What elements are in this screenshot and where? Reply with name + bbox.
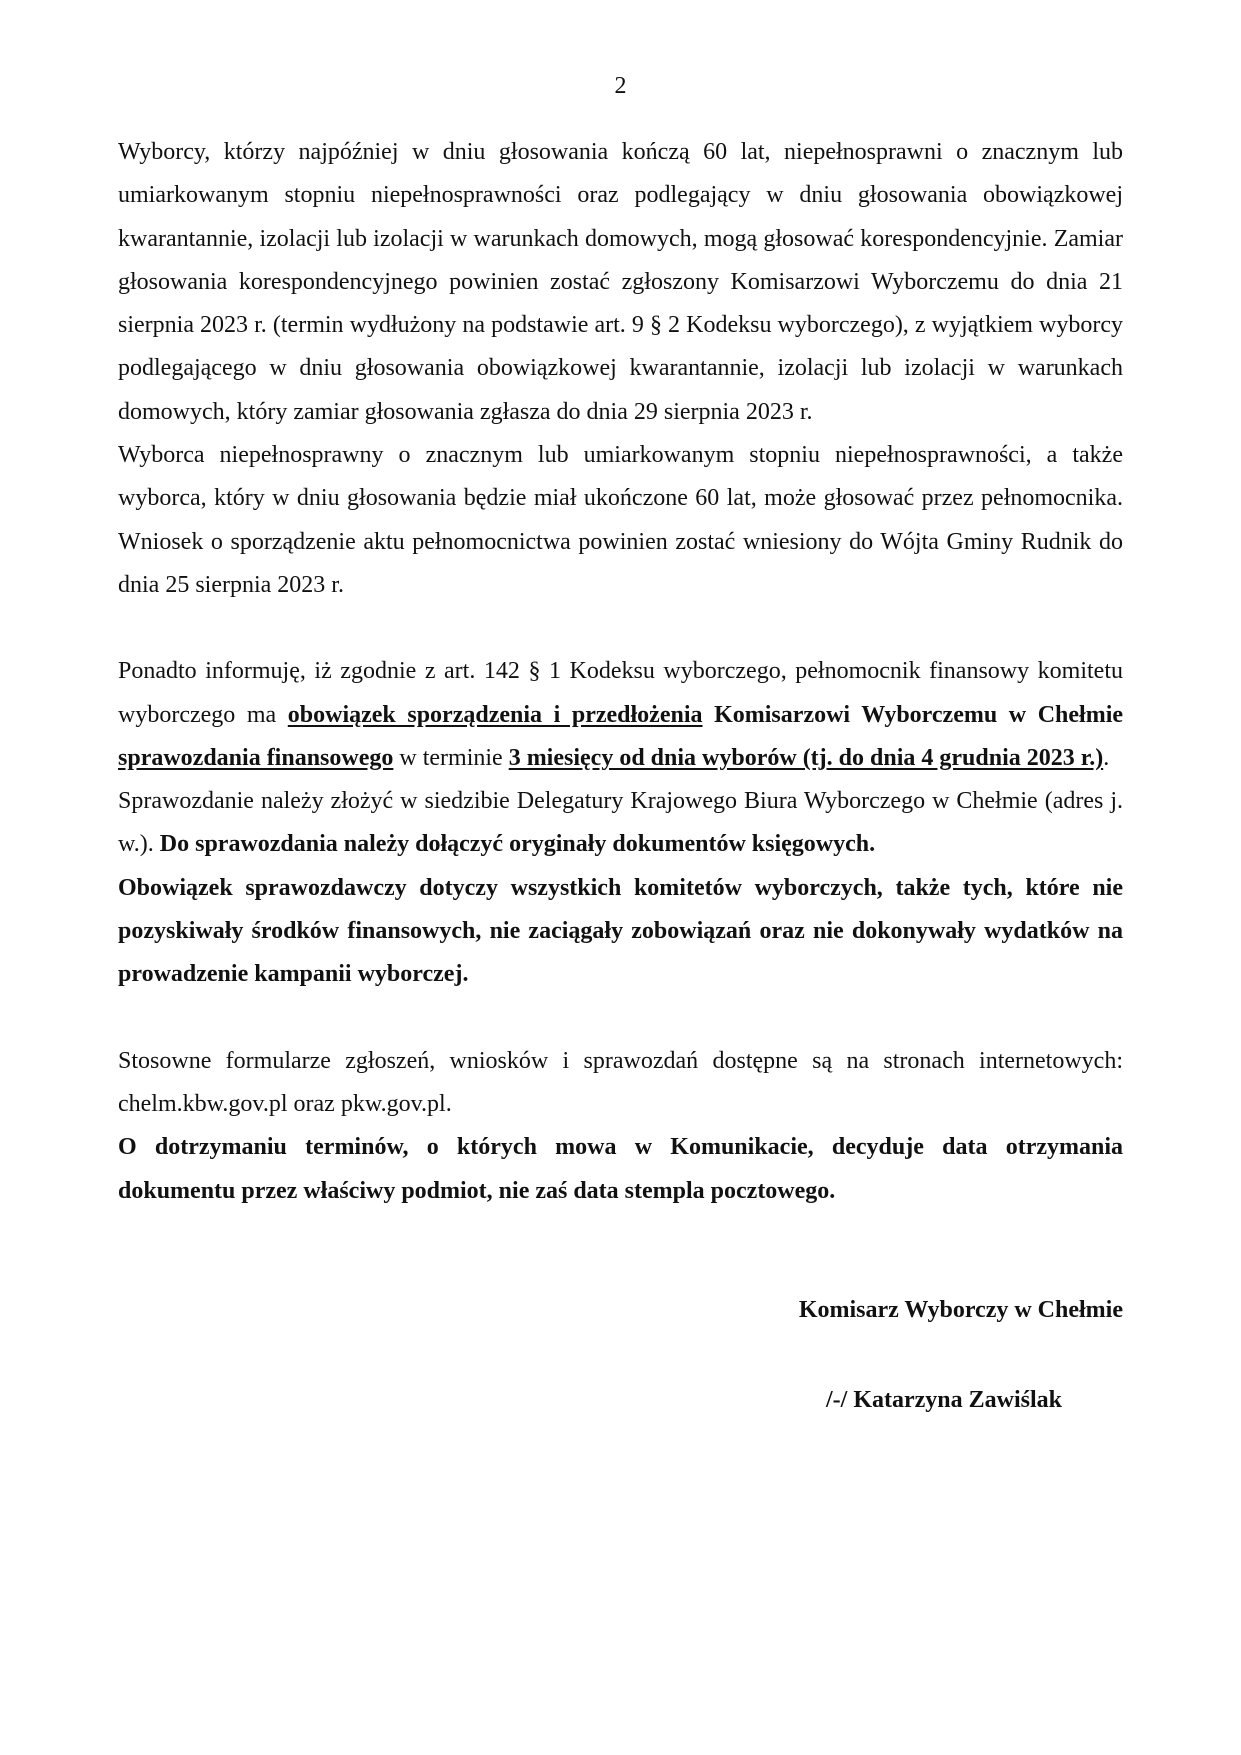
deadline-notice-paragraph: O dotrzymaniu terminów, o których mowa w Komunikacie, decyduje data otrzymania dokumentu przez właściwy podmiot, nie zaś data stempla pocztowego. — [118, 1134, 1123, 1204]
forms-availability-paragraph: Stosowne formularze zgłoszeń, wniosków i sprawozdań dostępne są na stronach internetowych: chelm.kbw.gov.pl oraz pkw.gov.pl. — [118, 1047, 1123, 1117]
proxy-voting-paragraph: Wyborca niepełnosprawny o znacznym lub umiarkowanym stopniu niepełnosprawności, a także wyborca, który w dniu głosowania będzie miał ukończone 60 lat, może głosować przez pełnomocnika. Wniosek o sporządzenie aktu pełnomocnictwa powinien zostać wniesiony do Wójta Gminy Rudnik do dnia 25 sierpnia 2023 r. — [118, 442, 1123, 598]
financial-report-emphasis: sprawozdania finansowego — [118, 744, 394, 771]
paragraph-spacer — [118, 997, 1123, 1040]
financial-report-paragraph — [118, 650, 1123, 780]
financial-report-text: Ponadto informuję, iż zgodnie z art. 142 § 1 Kodeksu wyborczego, pełnomocnik finansowy komitetu wyborczego ma — [118, 658, 1123, 728]
signature-title: Komisarz Wyborczy w Chełmie — [798, 1297, 1123, 1323]
reporting-obligation-paragraph: Obowiązek sprawozdawczy dotyczy wszystkich komitetów wyborczych, także tych, które nie pozyskiwały środków finansowych, nie zaciągały zobowiązań oraz nie dokonywały wydatków na prowadzenie kampanii wyborczej. — [118, 874, 1123, 988]
submission-paragraph — [118, 780, 1123, 867]
deadline-period: . — [1103, 744, 1110, 771]
deadline-text: w terminie — [393, 744, 509, 771]
page-number: 2 — [614, 73, 627, 99]
deadline-emphasis: 3 miesięcy od dnia wyborów (tj. do dnia 4 grudnia 2023 r.) — [508, 744, 1104, 771]
attachments-emphasis: Do sprawozdania należy dołączyć oryginały dokumentów księgowych. — [159, 831, 876, 858]
postal-voting-paragraph: Wyborcy, którzy najpóźniej w dniu głosowania kończą 60 lat, niepełnosprawni o znacznym lub umiarkowanym stopniu niepełnosprawności oraz podlegający w dniu głosowania obowiązkowej kwarantannie, izolacji lub izolacji w warunkach domowych, mogą głosować korespondencyjnie. Zamiar głosowania korespondencyjnego powinien zostać zgłoszony Komisarzowi Wyborczemu do dnia 21 sierpnia 2023 r. (termin wydłużony na podstawie art. 9 § 2 Kodeksu wyborczego), z wyjątkiem wyborcy podlegającego w dniu głosowania obowiązkowej kwarantannie, izolacji lub izolacji w warunkach domowych, który zamiar głosowania zgłasza do dnia 29 sierpnia 2023 r. — [118, 139, 1123, 425]
commissioner-emphasis: Komisarzowi Wyborczemu w Chełmie — [702, 701, 1124, 728]
signature-name: /-/ Katarzyna Zawiślak — [826, 1387, 1063, 1413]
obligation-emphasis: obowiązek sporządzenia i przedłożenia — [287, 701, 703, 728]
submission-text: Sprawozdanie należy złożyć w siedzibie Delegatury Krajowego Biura Wyborczego w Chełmie (adres j. w.). — [118, 788, 1123, 858]
paragraph-spacer — [118, 607, 1123, 650]
document-body — [118, 131, 1123, 1213]
